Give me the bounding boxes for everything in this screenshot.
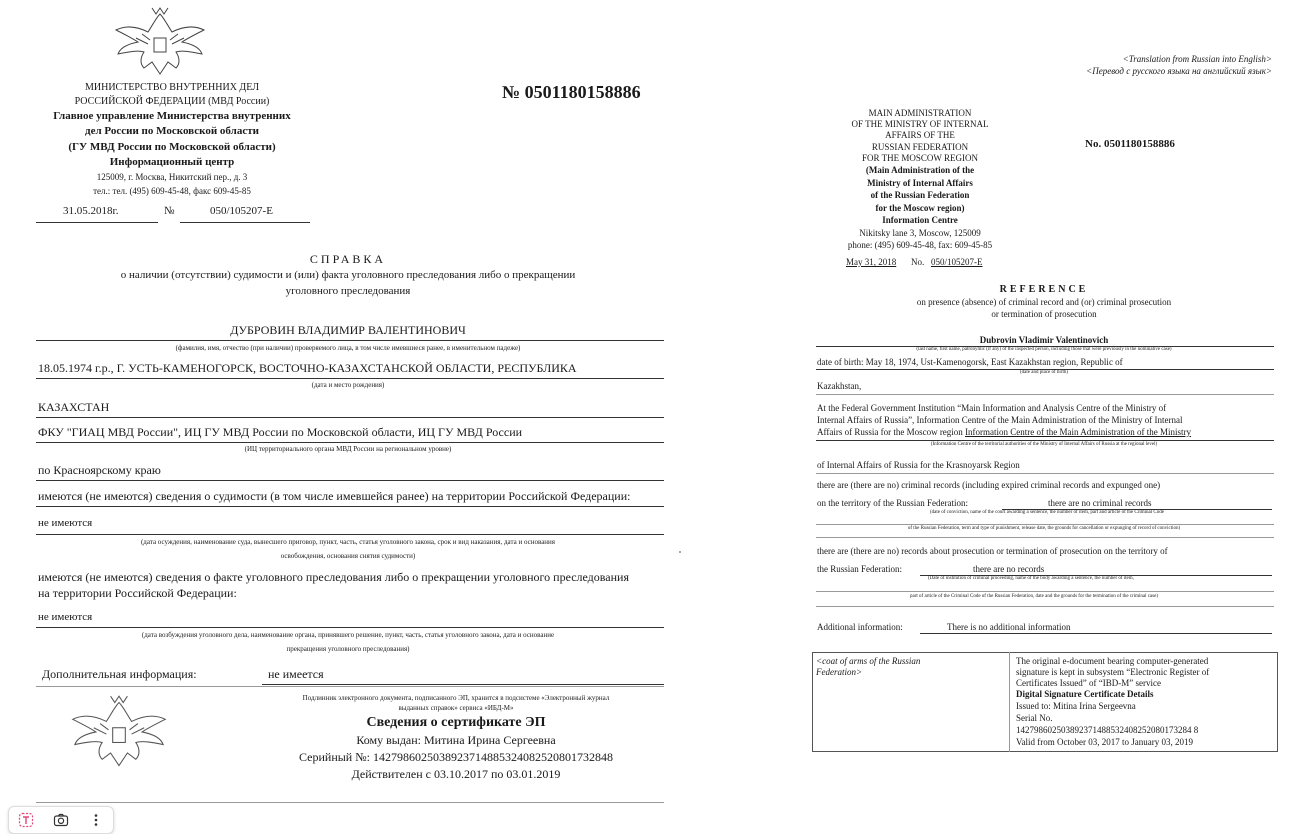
document-subtitle-2: уголовного преследования bbox=[285, 285, 411, 297]
box-coat-1: <coat of arms of the Russian bbox=[816, 656, 921, 666]
more-vertical-icon[interactable] bbox=[83, 809, 109, 831]
right-a1-caption-2: of the Russian Federation, term and type of punishment, release date, the grounds for cancellation or expunging of record of conviction) bbox=[907, 526, 1181, 531]
answer1-caption-1: (дата осуждения, наименование суда, вынесшего приговор, пункт, часть, статья уголовного закона, срок и вид наказания, дата и основания bbox=[140, 538, 556, 546]
header-line5: FOR THE MOSCOW REGION bbox=[862, 153, 978, 163]
box-text-2: signature is kept in subsystem “Electronic Register of bbox=[1016, 667, 1210, 677]
right-document-number: No. 0501180158886 bbox=[1085, 138, 1175, 150]
answer2-caption-1: (дата возбуждения уголовного дела, наименование органа, принявшего решение, пункт, часть, статья уголовного закона, дата и основание bbox=[141, 631, 555, 639]
signature-note-1: Подлинник электронного документа, подписанного ЭП, хранится в подсистеме «Электронный журнал bbox=[302, 694, 610, 702]
right-document-title: REFERENCE bbox=[999, 284, 1089, 295]
right-subtitle-2: or termination of prosecution bbox=[991, 309, 1097, 319]
org-caption: (ИЦ территориального органа МВД России на региональном уровне) bbox=[244, 445, 452, 453]
birth-caption: (дата и место рождения) bbox=[311, 381, 385, 389]
header-line3: AFFAIRS OF THE bbox=[885, 130, 955, 140]
gu-line4: Информационный центр bbox=[109, 156, 235, 168]
header-line8: of the Russian Federation bbox=[870, 190, 970, 200]
text-select-icon[interactable] bbox=[13, 809, 39, 831]
gu-line3: (ГУ МВД России по Московской области) bbox=[68, 141, 276, 153]
header-line6: (Main Administration of the bbox=[865, 165, 975, 175]
right-birth-line-2: Kazakhstan, bbox=[817, 381, 862, 391]
signature-note-2: выданных справок» сервиса «ИБД-М» bbox=[398, 704, 514, 712]
signature-title: Сведения о сертификате ЭП bbox=[366, 715, 546, 730]
issue-date: 31.05.2018г. bbox=[63, 205, 119, 217]
address: 125009, г. Москва, Никитский пер., д. 3 bbox=[96, 172, 248, 182]
right-org-p3b: Information Centre of the Main Administration of the Ministry bbox=[965, 427, 1192, 437]
right-org-p4: of Internal Affairs of Russia for the Krasnoyarsk Region bbox=[817, 460, 1020, 470]
question-prosecution-2: на территории Российской Федерации: bbox=[38, 586, 237, 600]
ministry-line1: МИНИСТЕРСТВО ВНУТРЕННИХ ДЕЛ bbox=[84, 82, 260, 93]
translation-note-ru: <Перевод с русского языка на английский язык> bbox=[1086, 66, 1272, 76]
document-title: СПРАВКА bbox=[309, 252, 387, 266]
box-title: Digital Signature Certificate Details bbox=[1016, 689, 1154, 699]
box-text-1: The original e-document bearing computer-generated bbox=[1016, 656, 1209, 666]
birth-line-2: КАЗАХСТАН bbox=[38, 400, 110, 414]
box-serial: 142798602503892371488532408252080173284 8 bbox=[1016, 725, 1199, 735]
right-org-p1: At the Federal Government Institution “Main Information and Analysis Centre of the Ministry of bbox=[817, 403, 1167, 413]
question-prosecution-1: имеются (не имеются) сведения о факте уголовного преследования либо о прекращении уголовного преследования bbox=[38, 570, 629, 584]
right-org-p2: Internal Affairs of Russia”, Information Centre of the Main Administration of the Ministry of Internal bbox=[817, 415, 1183, 425]
birth-line: 18.05.1974 г.р., Г. УСТЬ-КАМЕНОГОРСК, ВОСТОЧНО-КАЗАХСТАНСКОЙ ОБЛАСТИ, РЕСПУБЛИКА bbox=[38, 361, 577, 375]
right-q1-line2: on the territory of the Russian Federation: bbox=[817, 498, 968, 508]
header-line1: MAIN ADMINISTRATION bbox=[868, 108, 972, 118]
header-line7: Ministry of Internal Affairs bbox=[867, 178, 973, 188]
right-q1-line1: there are (there are no) criminal records (including expired criminal records and expunged one) bbox=[817, 480, 1161, 490]
header-line9: for the Moscow region) bbox=[875, 203, 965, 213]
number-sign: № bbox=[164, 205, 175, 217]
right-q2-line1: there are (there are no) records about prosecution or termination of prosecution on the territory of bbox=[817, 546, 1168, 556]
right-extra-label: Additional information: bbox=[817, 622, 903, 632]
name-caption: (фамилия, имя, отчество (при наличии) проверяемого лица, в том числе имевшиеся ранее, в именительном падеже) bbox=[175, 344, 521, 352]
signature-issued-to: Кому выдан: Митина Ирина Сергеевна bbox=[356, 733, 556, 747]
right-name-caption: (last name, first name, patronymic (if any) of the inspected person, including those that were previously in the nominative case) bbox=[916, 347, 1172, 352]
right-reference-number: 050/105207-E bbox=[931, 257, 983, 267]
right-subtitle-1: on presence (absence) of criminal record and (or) criminal prosecution bbox=[916, 297, 1172, 307]
box-divider bbox=[1009, 652, 1010, 752]
eagle-emblem-icon bbox=[112, 4, 208, 82]
signature-serial: Серийный №: 1427986025038923714885324082520801732848 bbox=[298, 750, 614, 764]
right-address: Nikitsky lane 3, Moscow, 125009 bbox=[859, 228, 981, 238]
right-org-p3 bbox=[817, 427, 1191, 437]
header-line4: RUSSIAN FEDERATION bbox=[871, 142, 969, 152]
box-serial-label: Serial No. bbox=[1016, 713, 1053, 723]
answer2-caption-2: прекращения уголовного преследования) bbox=[286, 645, 410, 653]
document-subtitle-1: о наличии (отсутствии) судимости и (или) факта уголовного преследования либо о прекращении bbox=[120, 269, 576, 281]
right-answer1: there are no criminal records bbox=[1048, 498, 1152, 508]
phone: тел.: тел. (495) 609-45-48, факс 609-45-85 bbox=[93, 186, 251, 196]
org-line-2: по Красноярскому краю bbox=[38, 463, 161, 477]
right-org-caption: (Information Centre of the territorial authorities of the Ministry of Internal Affairs of Russia at the regional level) bbox=[930, 442, 1158, 447]
right-q2-line2: the Russian Federation: bbox=[817, 564, 902, 574]
answer1-caption-2: освобождения, основания снятия судимости) bbox=[280, 552, 416, 560]
extra-info-value: не имеется bbox=[268, 667, 324, 681]
answer-prosecution: не имеются bbox=[38, 611, 93, 623]
person-name: ДУБРОВИН ВЛАДИМИР ВАЛЕНТИНОВИЧ bbox=[230, 323, 466, 337]
right-issue-date: May 31, 2018 bbox=[846, 257, 897, 267]
scan-dot bbox=[679, 551, 681, 553]
right-phone: phone: (495) 609-45-48, fax: 609-45-85 bbox=[847, 240, 993, 250]
box-issued: Issued to: Mitina Irina Sergeevna bbox=[1016, 701, 1136, 711]
box-coat-2: Federation> bbox=[816, 667, 863, 677]
signature-eagle-emblem-icon bbox=[66, 692, 172, 774]
right-a2-caption-1: (Date of institution of criminal proceeding, name of the body awarding a sentence, the number of item, bbox=[928, 576, 1134, 581]
right-answer2: there are no records bbox=[973, 564, 1045, 574]
reference-number: 050/105207-Е bbox=[210, 205, 273, 217]
translation-note-en: <Translation from Russian into English> bbox=[1122, 54, 1272, 64]
box-validity: Valid from October 03, 2017 to January 03, 2019 bbox=[1016, 737, 1193, 747]
right-number-label: No. bbox=[911, 257, 925, 267]
right-birth-line: date of birth: May 18, 1974, Ust-Kamenogorsk, East Kazakhstan region, Republic of bbox=[817, 357, 1123, 367]
answer-criminal-record: не имеются bbox=[38, 517, 93, 529]
document-number: № 0501180158886 bbox=[502, 82, 641, 102]
right-a2-caption-2: part of article of the Criminal Code of the Russian Federation, date and the grounds for the termination of the criminal case) bbox=[910, 594, 1158, 599]
right-birth-caption: (date and place of birth) bbox=[1019, 370, 1069, 375]
right-a1-caption-1: (date of conviction, name of the court awarding a sentence, the number of item, part and article of the Criminal Code bbox=[930, 510, 1164, 515]
gu-line1: Главное управление Министерства внутренних bbox=[53, 110, 291, 122]
right-extra-value: There is no additional information bbox=[947, 622, 1071, 632]
camera-icon[interactable] bbox=[48, 809, 74, 831]
box-text-3: Certificates Issued” of “IBD-M” service bbox=[1016, 678, 1161, 688]
extra-info-label: Дополнительная информация: bbox=[42, 667, 197, 681]
right-person-name: Dubrovin Vladimir Valentinovich bbox=[979, 335, 1109, 345]
ministry-line2: РОССИЙСКОЙ ФЕДЕРАЦИИ (МВД России) bbox=[74, 96, 270, 107]
org-line: ФКУ "ГИАЦ МВД России", ИЦ ГУ МВД России по Московской области, ИЦ ГУ МВД России bbox=[38, 425, 523, 439]
gu-line2: дел России по Московской области bbox=[85, 125, 259, 137]
signature-validity: Действителен с 03.10.2017 по 03.01.2019 bbox=[351, 767, 561, 781]
right-org-p3a: Affairs of Russia for the Moscow region bbox=[817, 427, 966, 437]
header-line2: OF THE MINISTRY OF INTERNAL bbox=[851, 119, 989, 129]
header-line10: Information Centre bbox=[882, 215, 958, 225]
question-criminal-record: имеются (не имеются) сведения о судимости (в том числе имевшейся ранее) на территории Российской Федерации: bbox=[38, 489, 631, 503]
image-toolbar bbox=[8, 806, 114, 834]
